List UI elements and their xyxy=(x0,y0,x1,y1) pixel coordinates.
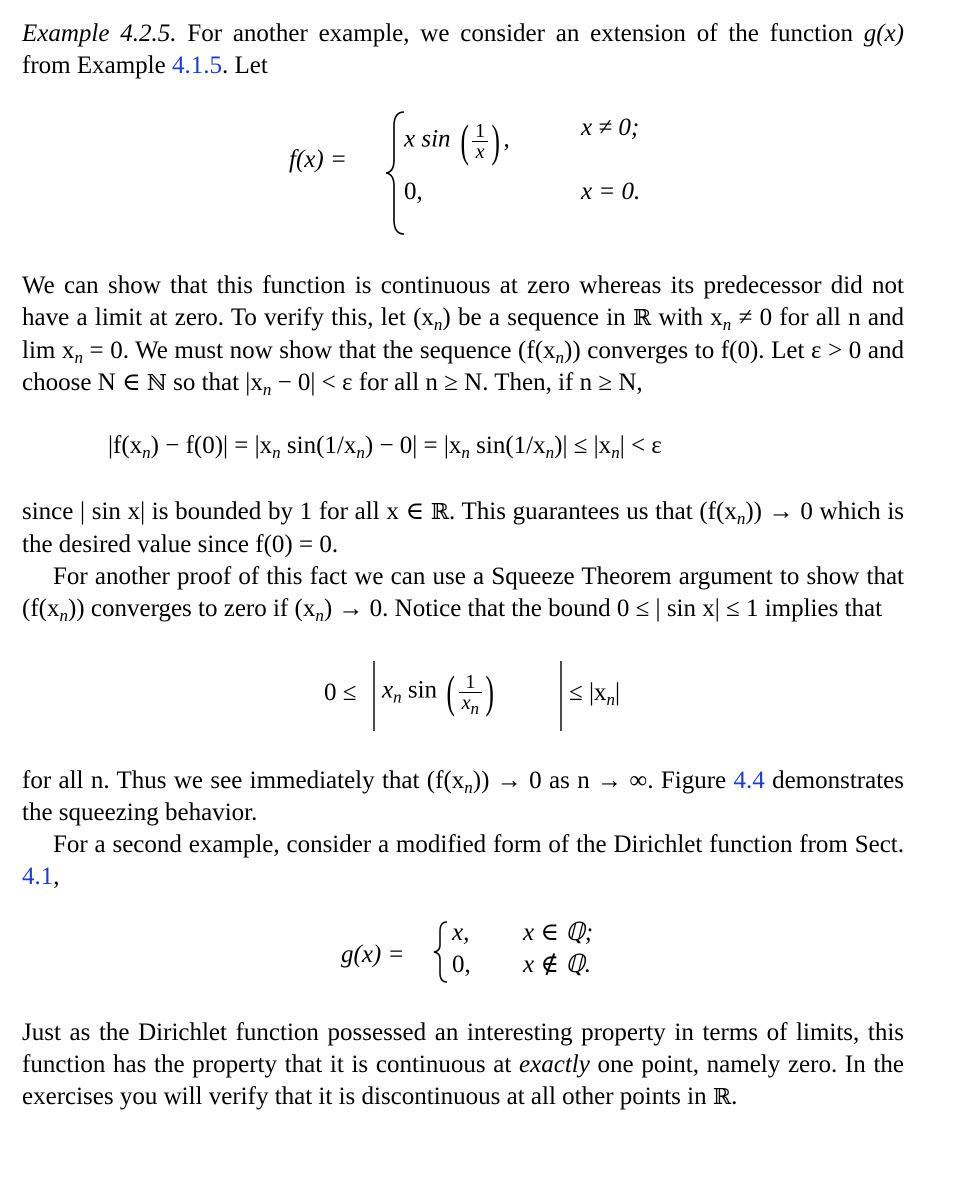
eq2-part-2: ) − f(0)| = |x xyxy=(150,432,273,459)
sub-n: n xyxy=(555,348,565,367)
para4-text-3: demonstrates the squeezing behavior. xyxy=(22,767,904,826)
para2-text-1: since | sin x| is bounded by 1 for all x ∈ xyxy=(22,498,431,525)
equation-squeeze xyxy=(22,625,904,765)
para3-text-3: ) → 0. Notice that the bound 0 ≤ | sin x| ≤ 1 implies that xyxy=(323,595,883,622)
eq3-right-end: | xyxy=(614,679,620,706)
example-intro-a: For another example, we consider an extension of the function xyxy=(187,20,853,47)
sub-n: n xyxy=(722,315,732,334)
eq1-fraction xyxy=(472,121,488,162)
eq4-case1-expr: x, xyxy=(452,919,470,946)
para1-text-8: − 0| < ε for all n ≥ N. Then, if n ≥ N, xyxy=(271,369,643,396)
eq3-left: 0 ≤ xyxy=(324,679,357,706)
eq3-sin: sin xyxy=(407,676,438,704)
sub-n: n xyxy=(262,380,272,399)
eq3-abs-left-bar xyxy=(372,661,376,731)
sub-n: n xyxy=(74,348,83,367)
eq1-case1-cond: x ≠ 0; xyxy=(581,114,640,141)
eq2-part-5: sin(1/x xyxy=(469,432,546,459)
paragraph-squeeze: For another proof of this fact we can use a Squeeze Theorem argument to show that $(f(x_n))$ converges to zero if $(x_n) \to 0$. Notice that the bound 0 ≤ | sin x| ≤ 1 implies that xyxy=(22,563,904,625)
paragraph-dirichlet-intro xyxy=(22,829,904,893)
eq3-right-text: ≤ |x xyxy=(569,679,607,706)
para2-text-3: )) → 0 which is the desired value since f(0) = 0. xyxy=(22,498,905,558)
eq2-part-4: ) − 0| = |x xyxy=(364,432,462,459)
equation-g-piecewise xyxy=(22,893,904,1017)
eq1-close-paren: ) xyxy=(491,115,500,166)
para4-text-1: for all n. Thus we see immediately that (f(x xyxy=(22,767,465,794)
reals-symbol: ℝ xyxy=(632,306,652,331)
para6-emphasis: exactly xyxy=(519,1051,590,1078)
eq3-den-x: x xyxy=(461,691,471,714)
example-paragraph xyxy=(22,18,904,82)
para6-text-3: . xyxy=(731,1083,738,1110)
eq3-body: $x_n$ sin ( $\frac{1}{x_n}$ ) xyxy=(382,666,494,718)
paragraph-continuous-at-zero xyxy=(22,1017,904,1114)
reals-symbol: ℝ xyxy=(712,1085,732,1110)
para3-text-2: )) converges to zero if (x xyxy=(67,595,316,622)
eq3-abs-right-bar xyxy=(559,661,563,731)
paragraph-bounded: since | sin x| is bounded by 1 for all x ∈ ℝ. This guarantees us that $(f(x_n)) \to 0$ which is the desired value since f(0) = 0. xyxy=(22,498,905,558)
eq2-part-6: )| ≤ |x xyxy=(554,432,612,459)
eq1-case1: x sin ( $\frac{1}{x}$ ) , xyxy=(404,115,510,166)
equation-f-piecewise xyxy=(22,82,904,240)
example-intro-b: from Example xyxy=(22,52,166,79)
figure-ref-link[interactable]: 4.4 xyxy=(733,767,765,794)
para1-text-2: ) be a sequence in xyxy=(442,304,633,331)
eq4-lhs: g(x) = xyxy=(341,941,405,968)
reals-symbol: ℝ xyxy=(430,500,450,525)
naturals-symbol: ℕ xyxy=(146,371,167,396)
para5-text-2: , xyxy=(53,863,60,890)
paragraph-continuity xyxy=(22,270,904,400)
para1-text-4: ≠ 0 for all n and lim x xyxy=(22,304,904,364)
eq2-part-7: | < ε xyxy=(619,432,662,459)
eq3-frac-num: 1 xyxy=(459,672,482,693)
page xyxy=(22,18,904,1114)
para6-text-2: one point, namely zero. In the exercises you will verify that it is discontinuous at all other points in xyxy=(22,1051,904,1110)
example-intro-c: . Let xyxy=(221,52,268,79)
para6-text-1: Just as the Dirichlet function possessed an interesting property in terms of limits, this function has the property that it is continuous at xyxy=(22,1019,904,1078)
para5-text-1: For a second example, consider a modified form of the Dirichlet function from Sect. xyxy=(53,831,904,858)
eq1-case2-expr: 0, xyxy=(404,178,423,205)
example-intro-func: g(x) xyxy=(863,20,905,47)
equation-bound-chain xyxy=(22,400,904,496)
eq1-frac-den: x xyxy=(475,140,485,163)
para1-text-7: so that |x xyxy=(166,369,263,396)
eq3-fraction xyxy=(459,670,482,718)
eq2-body: $|f(x_n) - f(0)| = |x_n$ $\sin(1/x_n) - 0| = |x_n$ $\sin(1/x_n)| \le |x_n| < \varepsilon$ xyxy=(108,432,662,462)
para3-text-1: For another proof of this fact we can use a Squeeze Theorem argument to show that (f(x xyxy=(22,563,904,622)
example-ref-link[interactable]: 4.1.5 xyxy=(171,52,222,79)
para2-text-2: . This guarantees us that (f(x xyxy=(449,498,737,525)
para1-text-5: = 0. We must now show that the sequence (f(x xyxy=(82,337,556,364)
para1-text-6: )) converges to f(0). Let ε > 0 and choose N ∈ xyxy=(22,337,904,396)
eq4-case2-expr: 0, xyxy=(452,951,471,978)
eq4-brace-icon xyxy=(430,919,450,985)
eq3-x: x xyxy=(382,676,394,704)
para4-text-2: )) → 0 as n → ∞. Figure xyxy=(472,767,734,794)
eq1-frac-num: 1 xyxy=(472,121,488,142)
example-label: Example 4.2.5. xyxy=(22,20,177,47)
eq1-open-paren: ( xyxy=(460,115,469,166)
eq4-case1-cond: x ∈ ℚ; xyxy=(523,919,594,946)
eq1-case2-cond: x = 0. xyxy=(581,178,641,205)
section-ref-link[interactable]: 4.1 xyxy=(22,863,54,890)
eq4-case2-cond: x ∉ ℚ. xyxy=(523,951,592,978)
para1-text-1: We can show that this function is continuous at zero whereas its predecessor did not have a limit at zero. To verify this, let (x xyxy=(22,272,904,331)
eq2-part-3: sin(1/x xyxy=(280,432,357,459)
eq3-close-paren: ) xyxy=(485,666,494,717)
eq2-part-1: |f(x xyxy=(108,432,143,459)
eq1-case1-expr: x sin xyxy=(404,125,451,153)
eq1-lhs: f(x) = xyxy=(289,146,347,173)
eq3-open-paren: ( xyxy=(446,666,456,717)
eq3-right: ≤ $|x_n|$ xyxy=(569,679,620,709)
para1-text-3: with x xyxy=(651,304,723,331)
eq3-frac-den: $x_n$ xyxy=(461,691,480,718)
paragraph-squeezing-behavior: for all n. Thus we see immediately that $(f(x_n)) \to 0$ as n → ∞. Figure 4.4 demonstrates the squeezing behavior. xyxy=(22,767,904,826)
sub-n: n xyxy=(433,315,443,334)
